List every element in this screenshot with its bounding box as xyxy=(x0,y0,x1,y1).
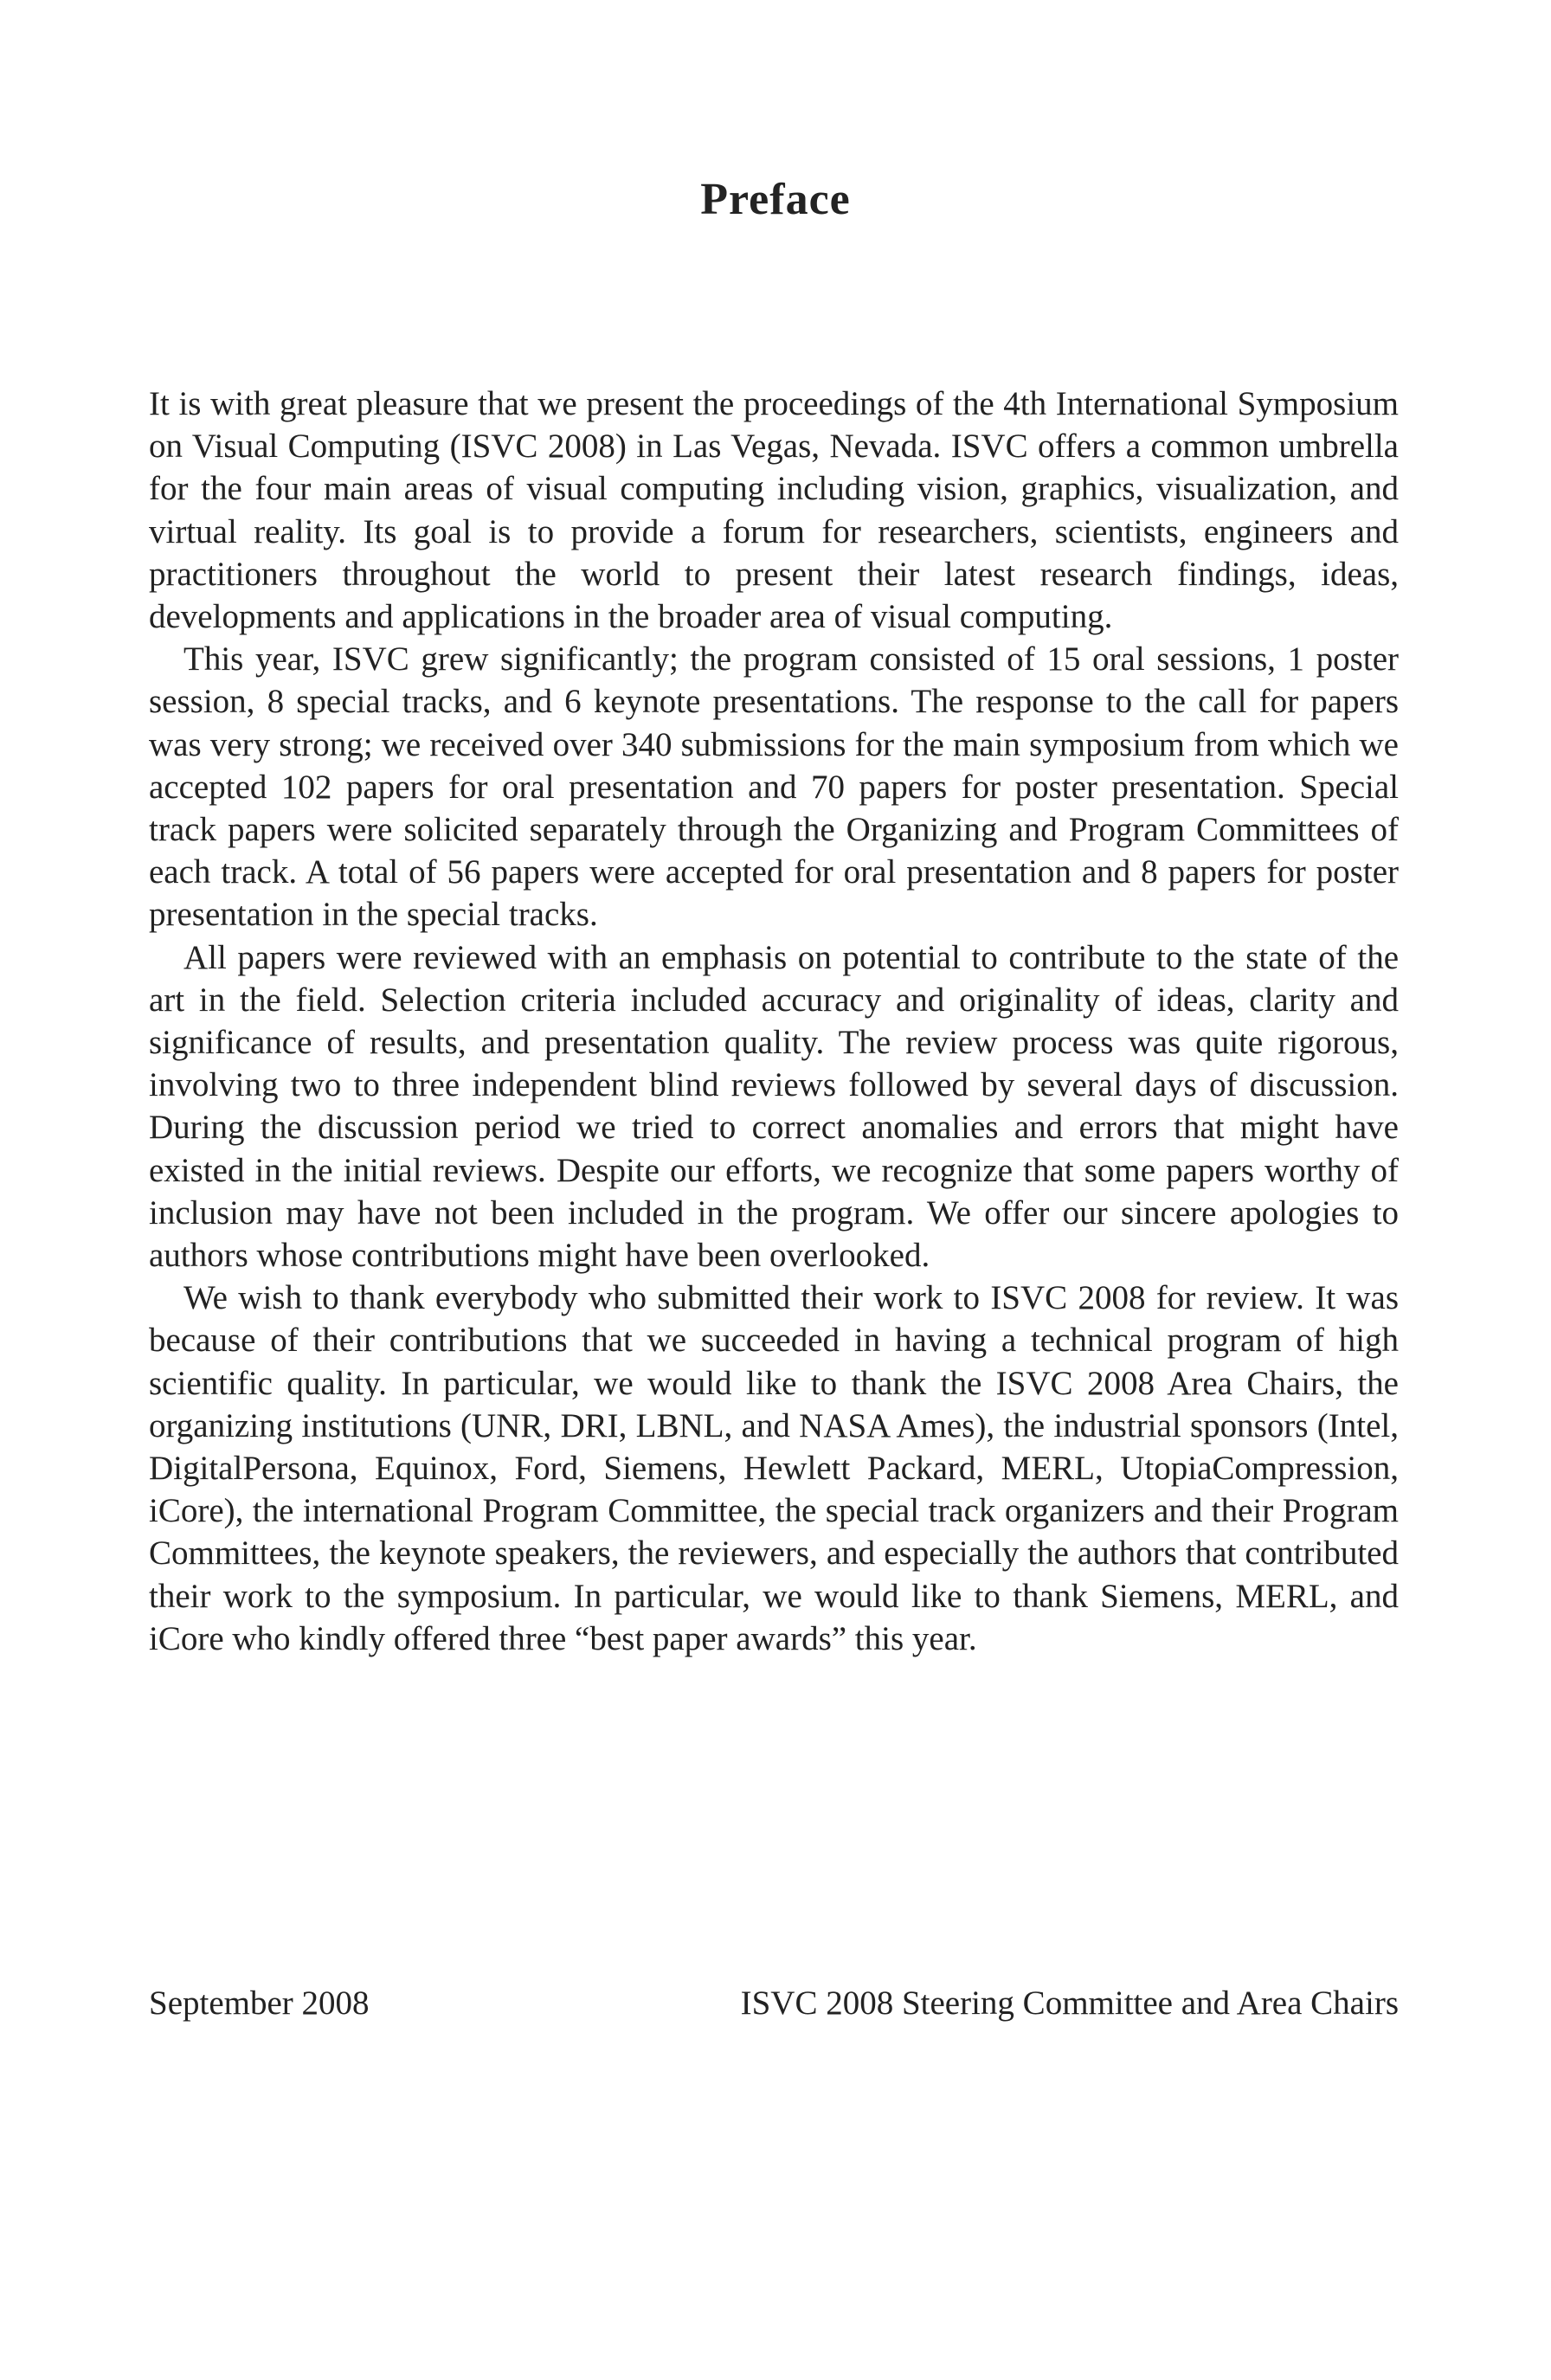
signature-date: September 2008 xyxy=(149,1984,370,2022)
paragraph-program-statistics: This year, ISVC grew significantly; the program consisted of 15 oral sessions, 1 poster session, 8 special tracks, and 6 keynote presentations. The response to the call for papers was very strong; we received over 340 submissions for the main symposium from which we accepted 102 papers for oral presentation and 70 papers for poster presentation. Special track papers were solicited separately through the Organizing and Program Committees of each track. A total of 56 papers were accepted for oral presentation and 8 papers for poster presentation in the special tracks. xyxy=(149,640,1399,934)
paragraph-review-process: All papers were reviewed with an emphasis on potential to contribute to the state of the art in the field. Selection criteria included accuracy and originality of ideas, clarity and significance of results, and presentation quality. The review process was quite rigorous, involving two to three independent blind reviews followed by several days of discussion. During the discussion period we tried to correct anomalies and errors that might have existed in the initial reviews. Despite our efforts, we recognize that some papers worthy of inclusion may have not been included in the program. We offer our sincere apologies to authors whose contributions might have been overlooked. xyxy=(149,938,1399,1275)
signature-line xyxy=(149,1982,1399,2025)
page-title: Preface xyxy=(700,175,851,224)
signature-author: ISVC 2008 Steering Committee and Area Chairs xyxy=(740,1984,1399,2022)
paragraph-introduction: It is with great pleasure that we present the proceedings of the 4th International Symposium on Visual Computing (ISVC 2008) in Las Vegas, Nevada. ISVC offers a common umbrella for the four main areas of visual computing including vision, graphics, visualization, and virtual reality. Its goal is to provide a forum for researchers, scientists, engineers and practitioners throughout the world to present their latest research findings, ideas, developments and applications in the broader area of visual computing. xyxy=(149,385,1399,636)
preface-body xyxy=(149,383,1399,1660)
paragraph-acknowledgements: We wish to thank everybody who submitted their work to ISVC 2008 for review. It was because of their contributions that we succeeded in having a technical program of high scientific quality. In particular, we would like to thank the ISVC 2008 Area Chairs, the organizing institutions (UNR, DRI, LBNL, and NASA Ames), the industrial sponsors (Intel, DigitalPersona, Equinox, Ford, Siemens, Hewlett Packard, MERL, UtopiaCompression, iCore), the international Program Committee, the special track organizers and their Program Committees, the keynote speakers, the reviewers, and especially the authors that contributed their work to the symposium. In particular, we would like to thank Siemens, MERL, and iCore who kindly offered three “best paper awards” this year. xyxy=(149,1279,1399,1657)
